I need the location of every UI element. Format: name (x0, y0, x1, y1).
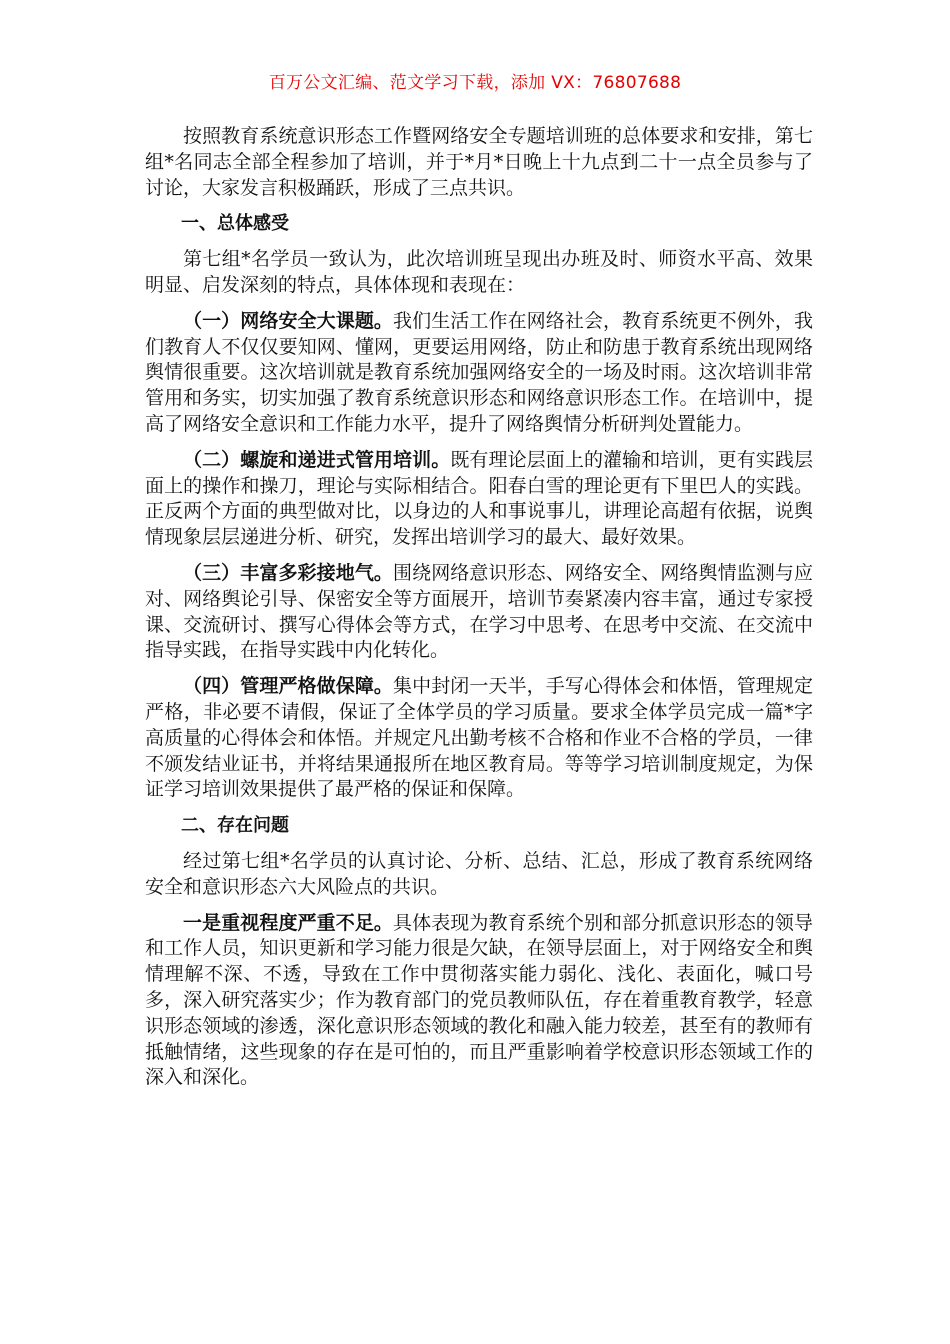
item-text: 集中封闭一天半，手写心得体会和体悟，管理规定严格，非必要不请假，保证了全体学员的学习质量。要求全体学员完成一篇*字高质量的心得体会和体悟。并规定凡出勤考核不合格和作业不合格的学员，一律不颁发结业证书，并将结果通报所在地区教育局。等等学习培训制度规定，为保证学习培训效果提供了最严格的保证和保障。 (145, 675, 813, 801)
item-lead: 一是重视程度严重不足。 (183, 911, 394, 934)
item-text: 我们生活工作在网络社会，教育系统更不例外，我们教育人不仅仅要知网、懂网，更要运用网络，防止和防患于教育系统出现网络舆情很重要。这次培训就是教育系统加强网络安全的一场及时雨。这次培训非常管用和务实，切实加强了教育系统意识形态和网络意识形态工作。在培训中，提高了网络安全意识和工作能力水平，提升了网络舆情分析研判处置能力。 (145, 309, 813, 435)
section2-intro: 经过第七组*名学员的认真讨论、分析、总结、汇总，形成了教育系统网络安全和意识形态六大风险点的共识。 (145, 849, 813, 898)
item-lead: （三）丰富多彩接地气。 (183, 561, 394, 584)
item-text: 既有理论层面上的灌输和培训，更有实践层面上的操作和操刀，理论与实际相结合。阳春白雪的理论更有下里巴人的实践。正反两个方面的典型做对比，以身边的人和事说事儿，讲理论高超有依据，说舆情现象层层递进分析、研究，发挥出培训学习的最大、最好效果。 (145, 448, 813, 549)
section1-intro: 第七组*名学员一致认为，此次培训班呈现出办班及时、师资水平高、效果明显、启发深刻的特点，具体体现和表现在： (145, 248, 813, 296)
intro-paragraph: 按照教育系统意识形态工作暨网络安全专题培训班的总体要求和安排，第七组*名同志全部全程参加了培训，并于*月*日晚上十九点到二十一点全员参与了讨论，大家发言积极踊跃，形成了三点共识。 (145, 125, 813, 199)
item-text: 围绕网络意识形态、网络安全、网络舆情监测与应对、网络舆论引导、保密安全等方面展开，培训节奏紧凑内容丰富，通过专家授课、交流研讨、撰写心得体会等方式，在学习中思考、在思考中交流、在交流中指导实践，在指导实践中内化转化。 (145, 561, 813, 662)
section1-item-4 (145, 674, 813, 803)
item-lead: （二）螺旋和递进式管用培训。 (183, 448, 451, 471)
document-body (145, 124, 813, 1101)
section2-heading: 二、存在问题 (181, 815, 289, 837)
section1-heading: 一、总体感受 (181, 213, 289, 235)
item-lead: （四）管理严格做保障。 (183, 675, 394, 698)
header-banner: 百万公文汇编、范文学习下载，添加 VX：76807688 (268, 73, 682, 93)
section1-item-3 (145, 561, 813, 664)
section2-item-1 (145, 911, 813, 1092)
section1-item-2 (145, 448, 813, 551)
item-lead: （一）网络安全大课题。 (183, 309, 394, 332)
section1-item-1 (145, 309, 813, 438)
item-text: 具体表现为教育系统个别和部分抓意识形态的领导和工作人员，知识更新和学习能力很是欠缺，在领导层面上，对于网络安全和舆情理解不深、不透，导致在工作中贯彻落实能力弱化、浅化、表面化，喊口号多，深入研究落实少；作为教育部门的党员教师队伍，存在着重教育教学，轻意识形态领域的渗透，深化意识形态领域的教化和融入能力较差，甚至有的教师有抵触情绪，这些现象的存在是可怕的，而且严重影响着学校意识形态领域工作的深入和深化。 (145, 911, 813, 1089)
